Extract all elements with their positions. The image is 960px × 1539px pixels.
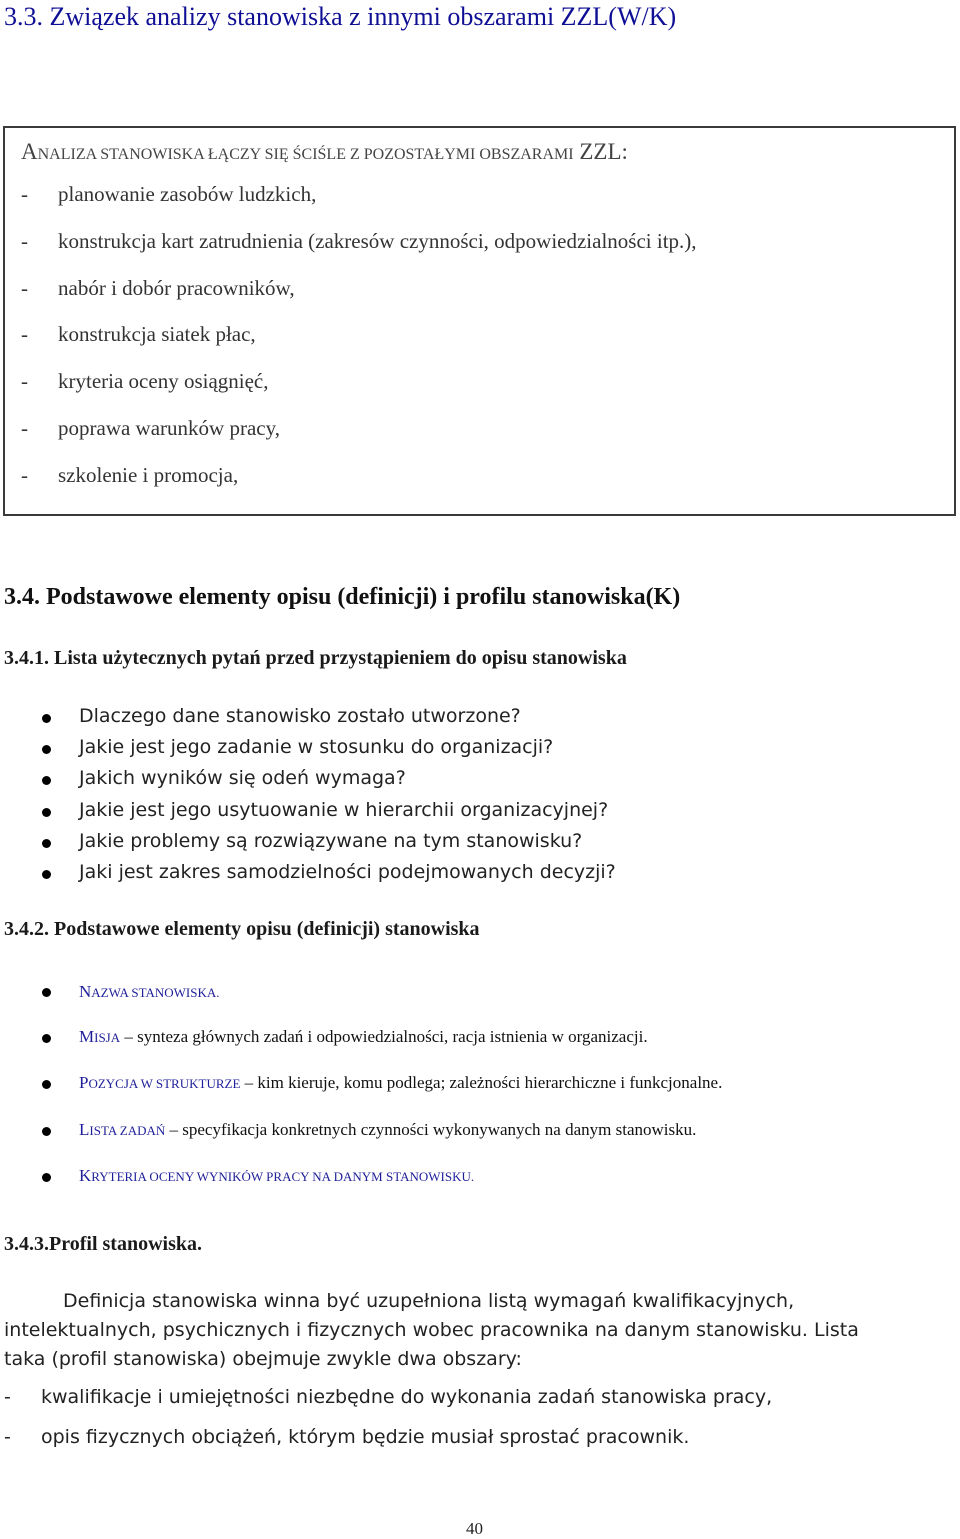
bullet-dot xyxy=(42,839,51,848)
bullet-dot xyxy=(42,1173,51,1182)
bullet-dot xyxy=(42,1034,51,1043)
profile-list-item: - opis fizycznych obciążeń, którym będzie musiał sprostać pracownik. xyxy=(4,1426,690,1448)
box-list-item: - poprawa warunków pracy, xyxy=(21,416,280,440)
section2-heading: 3.4. Podstawowe elementy opisu (definicji) i profilu stanowiska(K) xyxy=(4,584,681,610)
definition-term: MISJA xyxy=(79,1027,121,1046)
profile-list-item: - kwalifikacje i umiejętności niezbędne do wykonania zadań stanowiska pracy, xyxy=(4,1386,773,1408)
paragraph-line: intelektualnych, psychicznych i fizycznych wobec pracownika na danym stanowisku. Lista xyxy=(4,1319,859,1341)
paragraph-line: Definicja stanowiska winna być uzupełniona listą wymagań kwalifikacyjnych, xyxy=(63,1290,795,1312)
box-list-item: - nabór i dobór pracowników, xyxy=(21,276,295,300)
box-heading-cap-2: ZZL: xyxy=(579,139,628,164)
sub3-heading: 3.4.3.Profil stanowiska. xyxy=(4,1233,202,1255)
question-item: Jakich wyników się odeń wymaga? xyxy=(79,767,406,789)
box-heading xyxy=(21,139,628,165)
bullet-dot xyxy=(42,745,51,754)
box-heading-rest-1: NALIZA STANOWISKA ŁĄCZY SIĘ ŚCIŚLE Z POZOSTAŁYMI OBSZARAMI xyxy=(37,146,574,163)
paragraph-line: taka (profil stanowiska) obejmuje zwykle dwa obszary: xyxy=(4,1348,522,1370)
box-list-item: - konstrukcja kart zatrudnienia (zakresów czynności, odpowiedzialności itp.), xyxy=(21,229,697,253)
sub2-heading: 3.4.2. Podstawowe elementy opisu (definicji) stanowiska xyxy=(4,918,480,940)
definition-item: MISJA – synteza głównych zadań i odpowiedzialności, racja istnienia w organizacji. xyxy=(79,1027,648,1046)
definition-term: LISTA ZADAŃ xyxy=(79,1120,166,1139)
box-list-item: - szkolenie i promocja, xyxy=(21,463,239,487)
definition-term: KRYTERIA OCENY WYNIKÓW PRACY NA DANYM STANOWISKU. xyxy=(79,1166,475,1185)
definition-term: NAZWA STANOWISKA. xyxy=(79,982,220,1001)
question-item: Jakie problemy są rozwiązywane na tym stanowisku? xyxy=(79,830,583,852)
bullet-dot xyxy=(42,808,51,817)
page-number: 40 xyxy=(466,1519,483,1538)
box-heading-cap-1: A xyxy=(21,139,38,164)
box-list-item: - planowanie zasobów ludzkich, xyxy=(21,182,317,206)
question-item: Jaki jest zakres samodzielności podejmowanych decyzji? xyxy=(79,861,616,883)
definition-item: POZYCJA W STRUKTURZE – kim kieruje, komu podlega; zależności hierarchiczne i funkcjonalne. xyxy=(79,1073,723,1092)
question-item: Jakie jest jego zadanie w stosunku do organizacji? xyxy=(79,736,554,758)
definition-term: POZYCJA W STRUKTURZE xyxy=(79,1073,241,1092)
definition-item xyxy=(79,982,220,1002)
bullet-dot xyxy=(42,1127,51,1136)
definition-item: LISTA ZADAŃ – specyfikacja konkretnych czynności wykonywanych na danym stanowisku. xyxy=(79,1120,697,1139)
bullet-dot xyxy=(42,988,51,997)
box-list-item: - kryteria oceny osiągnięć, xyxy=(21,369,269,393)
sub1-heading: 3.4.1. Lista użytecznych pytań przed przystąpieniem do opisu stanowiska xyxy=(4,647,627,669)
definition-item xyxy=(79,1166,474,1186)
box-list-item: - konstrukcja siatek płac, xyxy=(21,322,256,346)
bullet-dot xyxy=(42,714,51,723)
question-item: Jakie jest jego usytuowanie w hierarchii organizacyjnej? xyxy=(79,799,609,821)
question-item: Dlaczego dane stanowisko zostało utworzone? xyxy=(79,705,521,727)
bullet-dot xyxy=(42,1080,51,1089)
section-heading: 3.3. Związek analizy stanowiska z innymi obszarami ZZL(W/K) xyxy=(4,2,677,31)
bullet-dot xyxy=(42,776,51,785)
bullet-dot xyxy=(42,870,51,879)
